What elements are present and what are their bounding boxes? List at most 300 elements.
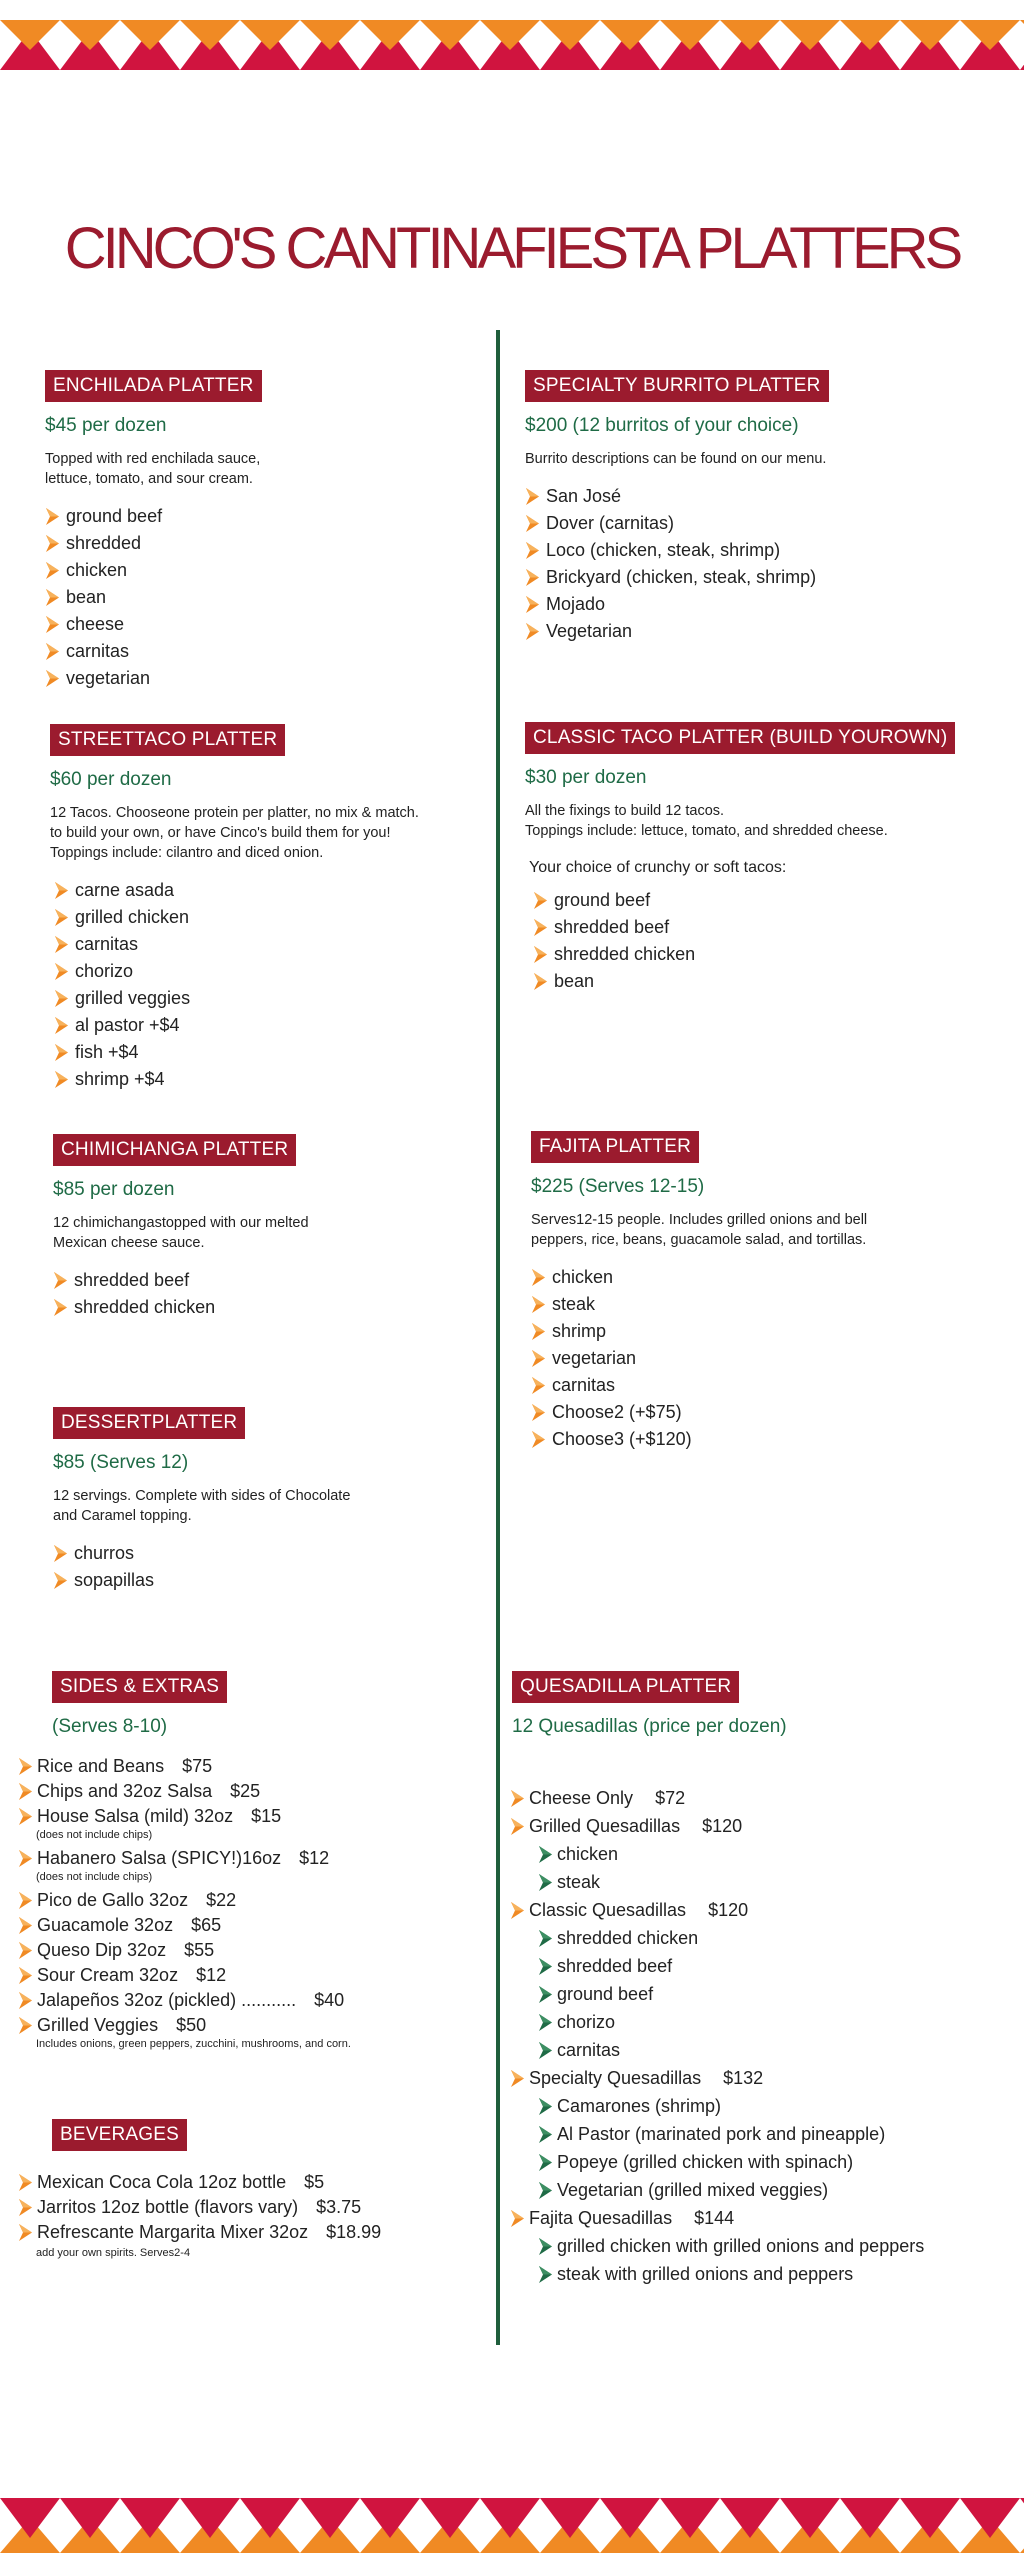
list-item-label: ground beef <box>554 890 651 910</box>
quesadilla-group <box>510 2204 924 2232</box>
item-price: $5 <box>304 2172 325 2192</box>
section-header: STREETTACO PLATTER <box>50 724 285 756</box>
item-name: House Salsa (mild) 32oz <box>37 1806 234 1826</box>
list-item <box>531 1426 867 1453</box>
list-item <box>54 1066 419 1093</box>
quesadilla-group <box>510 1896 924 1924</box>
arrow-bullet-icon <box>45 642 60 661</box>
list-item-label: Brickyard (chicken, steak, shrimp) <box>546 567 817 587</box>
quesadilla-group <box>510 1812 924 1840</box>
option-label: shredded chicken <box>557 1927 699 1948</box>
beverages-note: add your own spirits. Serves2-4 <box>36 2247 191 2259</box>
list-item <box>53 1267 309 1294</box>
list-item-label: carne asada <box>75 880 175 900</box>
group-name: Specialty Quesadillas <box>529 2067 702 2088</box>
arrow-bullet-icon <box>18 1807 33 1826</box>
section-header: DESSERTPLATTER <box>53 1407 245 1439</box>
list-item <box>45 584 262 611</box>
item-price: $25 <box>230 1781 261 1801</box>
arrow-bullet-icon <box>525 514 540 533</box>
arrow-bullet-icon <box>525 487 540 506</box>
banner-triangle <box>60 2498 120 2538</box>
banner-triangle <box>540 20 600 50</box>
quesadilla-option <box>538 1840 924 1868</box>
item-name: Jalapeños 32oz (pickled) ........... <box>37 1990 297 2010</box>
item-list <box>45 503 262 692</box>
section-price: 12 Quesadillas (price per dozen) <box>512 1716 787 1737</box>
list-item-label: San José <box>546 486 622 506</box>
arrow-bullet-icon <box>531 1403 546 1422</box>
quesadilla-option <box>538 1868 924 1896</box>
item-price: $40 <box>314 1990 345 2010</box>
list-item-label: Loco (chicken, steak, shrimp) <box>546 540 781 560</box>
item-name: Chips and 32oz Salsa <box>37 1781 213 1801</box>
option-label: steak <box>557 1871 601 1892</box>
item-price: $3.75 <box>316 2197 362 2217</box>
list-item-label: carnitas <box>552 1375 616 1395</box>
item-list <box>53 1267 309 1321</box>
list-item <box>45 530 262 557</box>
item-list <box>54 877 419 1093</box>
arrow-bullet-icon <box>18 1891 33 1910</box>
banner-triangle <box>1020 2518 1024 2553</box>
list-item <box>54 1012 419 1039</box>
arrow-bullet-icon <box>18 2198 33 2217</box>
arrow-bullet-icon <box>45 588 60 607</box>
item-name: Mexican Coca Cola 12oz bottle <box>37 2172 287 2192</box>
arrow-bullet-icon <box>18 1991 33 2010</box>
arrow-bullet-icon <box>45 669 60 688</box>
list-item <box>533 914 955 941</box>
list-item <box>45 557 262 584</box>
option-label: Camarones (shrimp) <box>557 2095 722 2116</box>
item-list <box>531 1264 867 1453</box>
arrow-bullet-icon <box>54 1070 69 1089</box>
group-price: $144 <box>694 2207 735 2228</box>
street-taco-section <box>50 724 419 1093</box>
banner-triangle <box>600 20 660 50</box>
quesadilla-option <box>538 2260 924 2288</box>
quesadilla-option <box>538 2120 924 2148</box>
list-item <box>54 877 419 904</box>
list-item-label: bean <box>554 971 595 991</box>
list-item <box>531 1345 867 1372</box>
arrow-bullet-icon <box>18 1782 33 1801</box>
list-item <box>525 537 829 564</box>
section-price: $45 per dozen <box>45 415 167 436</box>
arrow-bullet-icon <box>18 1849 33 1868</box>
item-note: (does not include chips) <box>36 1829 153 1841</box>
banner-triangle <box>420 20 480 50</box>
sides-list <box>18 1754 351 2055</box>
group-name: Grilled Quesadillas <box>529 1815 681 1836</box>
arrow-bullet-icon <box>54 1016 69 1035</box>
banner-triangle <box>300 20 360 50</box>
list-item <box>54 931 419 958</box>
option-label: carnitas <box>557 2039 621 2060</box>
banner-triangle <box>480 20 540 50</box>
arrow-bullet-icon <box>510 2069 525 2088</box>
section-price: $60 per dozen <box>50 769 172 790</box>
banner-triangle <box>660 2498 720 2538</box>
banner-triangle <box>480 2498 540 2538</box>
banner-triangle <box>240 2498 300 2538</box>
quesadilla-option <box>538 2008 924 2036</box>
arrow-bullet-icon <box>538 2041 553 2060</box>
list-item <box>525 510 829 537</box>
arrow-bullet-icon <box>18 2173 33 2192</box>
banner-triangle <box>720 20 780 50</box>
banner-triangle <box>60 20 120 50</box>
arrow-bullet-icon <box>533 972 548 991</box>
option-label: grilled chicken with grilled onions and peppers <box>557 2235 925 2256</box>
banner-triangle <box>420 2498 480 2538</box>
list-item-label: Mojado <box>546 594 606 614</box>
list-item-label: sopapillas <box>74 1570 155 1590</box>
list-item <box>54 904 419 931</box>
top-banner <box>0 20 1024 80</box>
group-price: $132 <box>723 2067 764 2088</box>
banner-triangle <box>660 20 720 50</box>
classic-taco-section <box>525 722 955 995</box>
arrow-bullet-icon <box>533 945 548 964</box>
list-item <box>533 968 955 995</box>
list-item <box>525 591 829 618</box>
quesadilla-group <box>510 2064 924 2092</box>
arrow-bullet-icon <box>533 918 548 937</box>
option-label: steak with grilled onions and peppers <box>557 2263 854 2284</box>
list-item <box>53 1567 350 1594</box>
option-label: chicken <box>557 1843 619 1864</box>
arrow-bullet-icon <box>18 2016 33 2035</box>
list-item-label: chorizo <box>75 961 134 981</box>
list-item-label: Choose2 (+$75) <box>552 1402 682 1422</box>
list-item <box>53 1294 309 1321</box>
banner-triangle <box>1020 30 1024 70</box>
fajita-section <box>531 1131 867 1453</box>
list-item <box>533 887 955 914</box>
list-item <box>533 941 955 968</box>
arrow-bullet-icon <box>54 881 69 900</box>
list-item-label: carnitas <box>66 641 130 661</box>
bottom-banner <box>0 2498 1024 2558</box>
list-item <box>45 611 262 638</box>
quesadilla-section <box>512 1671 787 1738</box>
group-name: Classic Quesadillas <box>529 1899 687 1920</box>
list-item <box>53 1540 350 1567</box>
price-row <box>18 1754 351 1779</box>
arrow-bullet-icon <box>54 935 69 954</box>
price-row <box>18 1804 351 1829</box>
arrow-bullet-icon <box>531 1430 546 1449</box>
banner-triangle <box>780 2498 840 2538</box>
list-item-label: steak <box>552 1294 596 1314</box>
section-description: Topped with red enchilada sauce, lettuce, tomato, and sour cream. <box>45 451 261 487</box>
group-price: $120 <box>702 1815 743 1836</box>
list-item-label: Dover (carnitas) <box>546 513 675 533</box>
banner-triangle <box>120 20 180 50</box>
price-row <box>18 1988 351 2013</box>
list-item-label: shredded beef <box>554 917 670 937</box>
arrow-bullet-icon <box>538 2013 553 2032</box>
arrow-bullet-icon <box>538 2265 553 2284</box>
arrow-bullet-icon <box>53 1544 68 1563</box>
arrow-bullet-icon <box>525 595 540 614</box>
dessert-section <box>53 1407 350 1594</box>
arrow-bullet-icon <box>531 1268 546 1287</box>
burrito-section <box>525 370 829 645</box>
list-item-label: shrimp <box>552 1321 607 1341</box>
banner-triangle <box>840 2498 900 2538</box>
item-price: $12 <box>299 1848 330 1868</box>
banner-triangle <box>180 20 240 50</box>
list-item-label: Vegetarian <box>546 621 633 641</box>
section-description: 12 servings. Complete with sides of Chocolate and Caramel topping. <box>53 1488 351 1524</box>
item-price: $75 <box>182 1756 213 1776</box>
arrow-bullet-icon <box>525 622 540 641</box>
banner-triangle <box>360 20 420 50</box>
enchilada-section <box>45 370 262 692</box>
quesadilla-option <box>538 1980 924 2008</box>
arrow-bullet-icon <box>538 2237 553 2256</box>
group-name: Fajita Quesadillas <box>529 2207 673 2228</box>
list-item <box>45 638 262 665</box>
banner-triangle <box>1020 2498 1024 2538</box>
list-item-label: chicken <box>552 1267 614 1287</box>
arrow-bullet-icon <box>531 1376 546 1395</box>
quesadilla-option <box>538 2148 924 2176</box>
section-header: SIDES & EXTRAS <box>52 1671 227 1703</box>
item-price: $55 <box>184 1940 215 1960</box>
arrow-bullet-icon <box>45 615 60 634</box>
section-price: $85 (Serves 12) <box>53 1452 189 1473</box>
banner-triangle <box>1020 20 1024 50</box>
group-price: $72 <box>655 1787 686 1808</box>
arrow-bullet-icon <box>18 1966 33 1985</box>
list-item-label: shredded beef <box>74 1270 190 1290</box>
arrow-bullet-icon <box>54 962 69 981</box>
price-row <box>18 1779 351 1804</box>
list-item-label: vegetarian <box>552 1348 637 1368</box>
price-row <box>18 1913 351 1938</box>
column-divider <box>496 330 500 2345</box>
banner-triangle <box>120 2498 180 2538</box>
list-item-label: chicken <box>66 560 128 580</box>
quesadilla-list <box>510 1784 924 2288</box>
list-item-label: grilled veggies <box>75 988 191 1008</box>
quesadilla-option <box>538 2092 924 2120</box>
arrow-bullet-icon <box>531 1349 546 1368</box>
arrow-bullet-icon <box>538 1929 553 1948</box>
arrow-bullet-icon <box>53 1298 68 1317</box>
list-item-label: shredded <box>66 533 142 553</box>
list-item <box>54 958 419 985</box>
list-item-label: fish +$4 <box>75 1042 139 1062</box>
list-item-label: bean <box>66 587 107 607</box>
price-row <box>18 1888 351 1913</box>
list-item-label: carnitas <box>75 934 139 954</box>
section-header: ENCHILADA PLATTER <box>45 370 262 402</box>
arrow-bullet-icon <box>54 908 69 927</box>
item-price: $18.99 <box>326 2222 382 2242</box>
option-label: Popeye (grilled chicken with spinach) <box>557 2151 854 2172</box>
list-item-label: cheese <box>66 614 125 634</box>
price-row <box>18 2170 381 2195</box>
banner-triangle <box>720 2498 780 2538</box>
list-item <box>525 618 829 645</box>
section-description: Burrito descriptions can be found on our menu. <box>525 451 827 467</box>
section-header: QUESADILLA PLATTER <box>512 1671 739 1703</box>
chimichanga-section <box>53 1134 309 1321</box>
item-price: $50 <box>176 2015 207 2035</box>
arrow-bullet-icon <box>54 989 69 1008</box>
item-list <box>525 483 829 645</box>
item-name: Pico de Gallo 32oz <box>37 1890 189 1910</box>
banner-triangle <box>360 2498 420 2538</box>
list-item <box>531 1264 867 1291</box>
arrow-bullet-icon <box>45 561 60 580</box>
taco-choice-intro: Your choice of crunchy or soft tacos: <box>529 859 787 876</box>
arrow-bullet-icon <box>18 1757 33 1776</box>
banner-triangle <box>840 20 900 50</box>
arrow-bullet-icon <box>525 568 540 587</box>
arrow-bullet-icon <box>510 1901 525 1920</box>
price-row <box>18 1846 351 1871</box>
arrow-bullet-icon <box>538 2181 553 2200</box>
list-item-label: shredded chicken <box>554 944 696 964</box>
arrow-bullet-icon <box>53 1271 68 1290</box>
item-name: Rice and Beans <box>37 1756 165 1776</box>
item-name: Habanero Salsa (SPICY!)16oz <box>37 1848 282 1868</box>
list-item <box>45 503 262 530</box>
section-description: 12 chimichangastopped with our melted Mexican cheese sauce. <box>53 1215 309 1251</box>
arrow-bullet-icon <box>18 2223 33 2242</box>
group-name: Cheese Only <box>529 1787 634 1808</box>
option-label: Al Pastor (marinated pork and pineapple) <box>557 2123 886 2144</box>
section-price: $30 per dozen <box>525 767 647 788</box>
list-item-label: shredded chicken <box>74 1297 216 1317</box>
arrow-bullet-icon <box>54 1043 69 1062</box>
price-row <box>18 1963 351 1988</box>
list-item <box>54 1039 419 1066</box>
arrow-bullet-icon <box>45 534 60 553</box>
item-price: $12 <box>196 1965 227 1985</box>
quesadilla-group <box>510 1784 924 1812</box>
list-item-label: churros <box>74 1543 135 1563</box>
arrow-bullet-icon <box>538 1957 553 1976</box>
section-price: $225 (Serves 12-15) <box>531 1176 705 1197</box>
banner-triangle <box>300 2498 360 2538</box>
list-item <box>54 985 419 1012</box>
item-name: Queso Dip 32oz <box>37 1940 167 1960</box>
banner-triangle <box>900 2498 960 2538</box>
arrow-bullet-icon <box>538 2097 553 2116</box>
arrow-bullet-icon <box>538 1845 553 1864</box>
item-list <box>533 887 955 995</box>
price-row <box>18 2195 381 2220</box>
banner-triangle <box>780 20 840 50</box>
section-header: SPECIALTY BURRITO PLATTER <box>525 370 829 402</box>
section-header: CHIMICHANGA PLATTER <box>53 1134 296 1166</box>
arrow-bullet-icon <box>538 1985 553 2004</box>
list-item <box>531 1318 867 1345</box>
item-name: Grilled Veggies <box>37 2015 159 2035</box>
section-header: BEVERAGES <box>52 2119 187 2151</box>
section-description: 12 Tacos. Chooseone protein per platter, no mix & match. to build your own, or have Cinco's build them for you! Toppings include: cilantro and diced onion. <box>50 805 419 861</box>
arrow-bullet-icon <box>533 891 548 910</box>
list-item <box>525 483 829 510</box>
section-price: (Serves 8-10) <box>52 1716 168 1737</box>
option-label: Vegetarian (grilled mixed veggies) <box>557 2179 829 2200</box>
beverages-section <box>52 2119 187 2151</box>
page-title: CINCO'S CANTINAFIESTA PLATTERS <box>64 216 960 281</box>
list-item <box>525 564 829 591</box>
banner-triangle <box>900 20 960 50</box>
arrow-bullet-icon <box>45 507 60 526</box>
list-item <box>531 1372 867 1399</box>
quesadilla-option <box>538 2176 924 2204</box>
arrow-bullet-icon <box>538 1873 553 1892</box>
section-price: $85 per dozen <box>53 1179 175 1200</box>
list-item-label: ground beef <box>66 506 163 526</box>
item-price: $15 <box>251 1806 282 1826</box>
sides-section <box>52 1671 227 1738</box>
banner-triangle <box>960 20 1020 50</box>
section-description: All the fixings to build 12 tacos. Toppings include: lettuce, tomato, and shredded cheese. <box>525 803 888 839</box>
section-header: CLASSIC TACO PLATTER (BUILD YOUROWN) <box>525 722 955 754</box>
list-item-label: Choose3 (+$120) <box>552 1429 692 1449</box>
arrow-bullet-icon <box>510 1789 525 1808</box>
quesadilla-option <box>538 1924 924 1952</box>
option-label: shredded beef <box>557 1955 673 1976</box>
quesadilla-option <box>538 2036 924 2064</box>
arrow-bullet-icon <box>53 1571 68 1590</box>
arrow-bullet-icon <box>538 2125 553 2144</box>
group-price: $120 <box>708 1899 749 1920</box>
arrow-bullet-icon <box>18 1941 33 1960</box>
price-row <box>18 2220 381 2245</box>
banner-triangle <box>240 20 300 50</box>
option-label: ground beef <box>557 1983 654 2004</box>
beverages-list <box>18 2170 381 2259</box>
list-item-label: vegetarian <box>66 668 151 688</box>
arrow-bullet-icon <box>525 541 540 560</box>
option-label: chorizo <box>557 2011 616 2032</box>
price-row <box>18 2013 351 2038</box>
item-note: Includes onions, green peppers, zucchini, mushrooms, and corn. <box>36 2038 351 2050</box>
section-price: $200 (12 burritos of your choice) <box>525 415 799 436</box>
banner-triangle <box>960 2498 1020 2538</box>
arrow-bullet-icon <box>510 1817 525 1836</box>
item-name: Sour Cream 32oz <box>37 1965 179 1985</box>
list-item <box>531 1399 867 1426</box>
banner-triangle <box>0 20 60 50</box>
arrow-bullet-icon <box>531 1295 546 1314</box>
banner-triangle <box>600 2498 660 2538</box>
section-header: FAJITA PLATTER <box>531 1131 699 1163</box>
section-description: Serves12-15 people. Includes grilled onions and bell peppers, rice, beans, guacamole salad, and tortillas. <box>531 1212 868 1248</box>
item-price: $22 <box>206 1890 237 1910</box>
arrow-bullet-icon <box>531 1322 546 1341</box>
item-name: Refrescante Margarita Mixer 32oz <box>37 2222 309 2242</box>
arrow-bullet-icon <box>18 1916 33 1935</box>
banner-triangle <box>540 2498 600 2538</box>
banner-triangle <box>0 2498 60 2538</box>
quesadilla-option <box>538 1952 924 1980</box>
quesadilla-option <box>538 2232 924 2260</box>
price-row <box>18 1938 351 1963</box>
list-item <box>531 1291 867 1318</box>
